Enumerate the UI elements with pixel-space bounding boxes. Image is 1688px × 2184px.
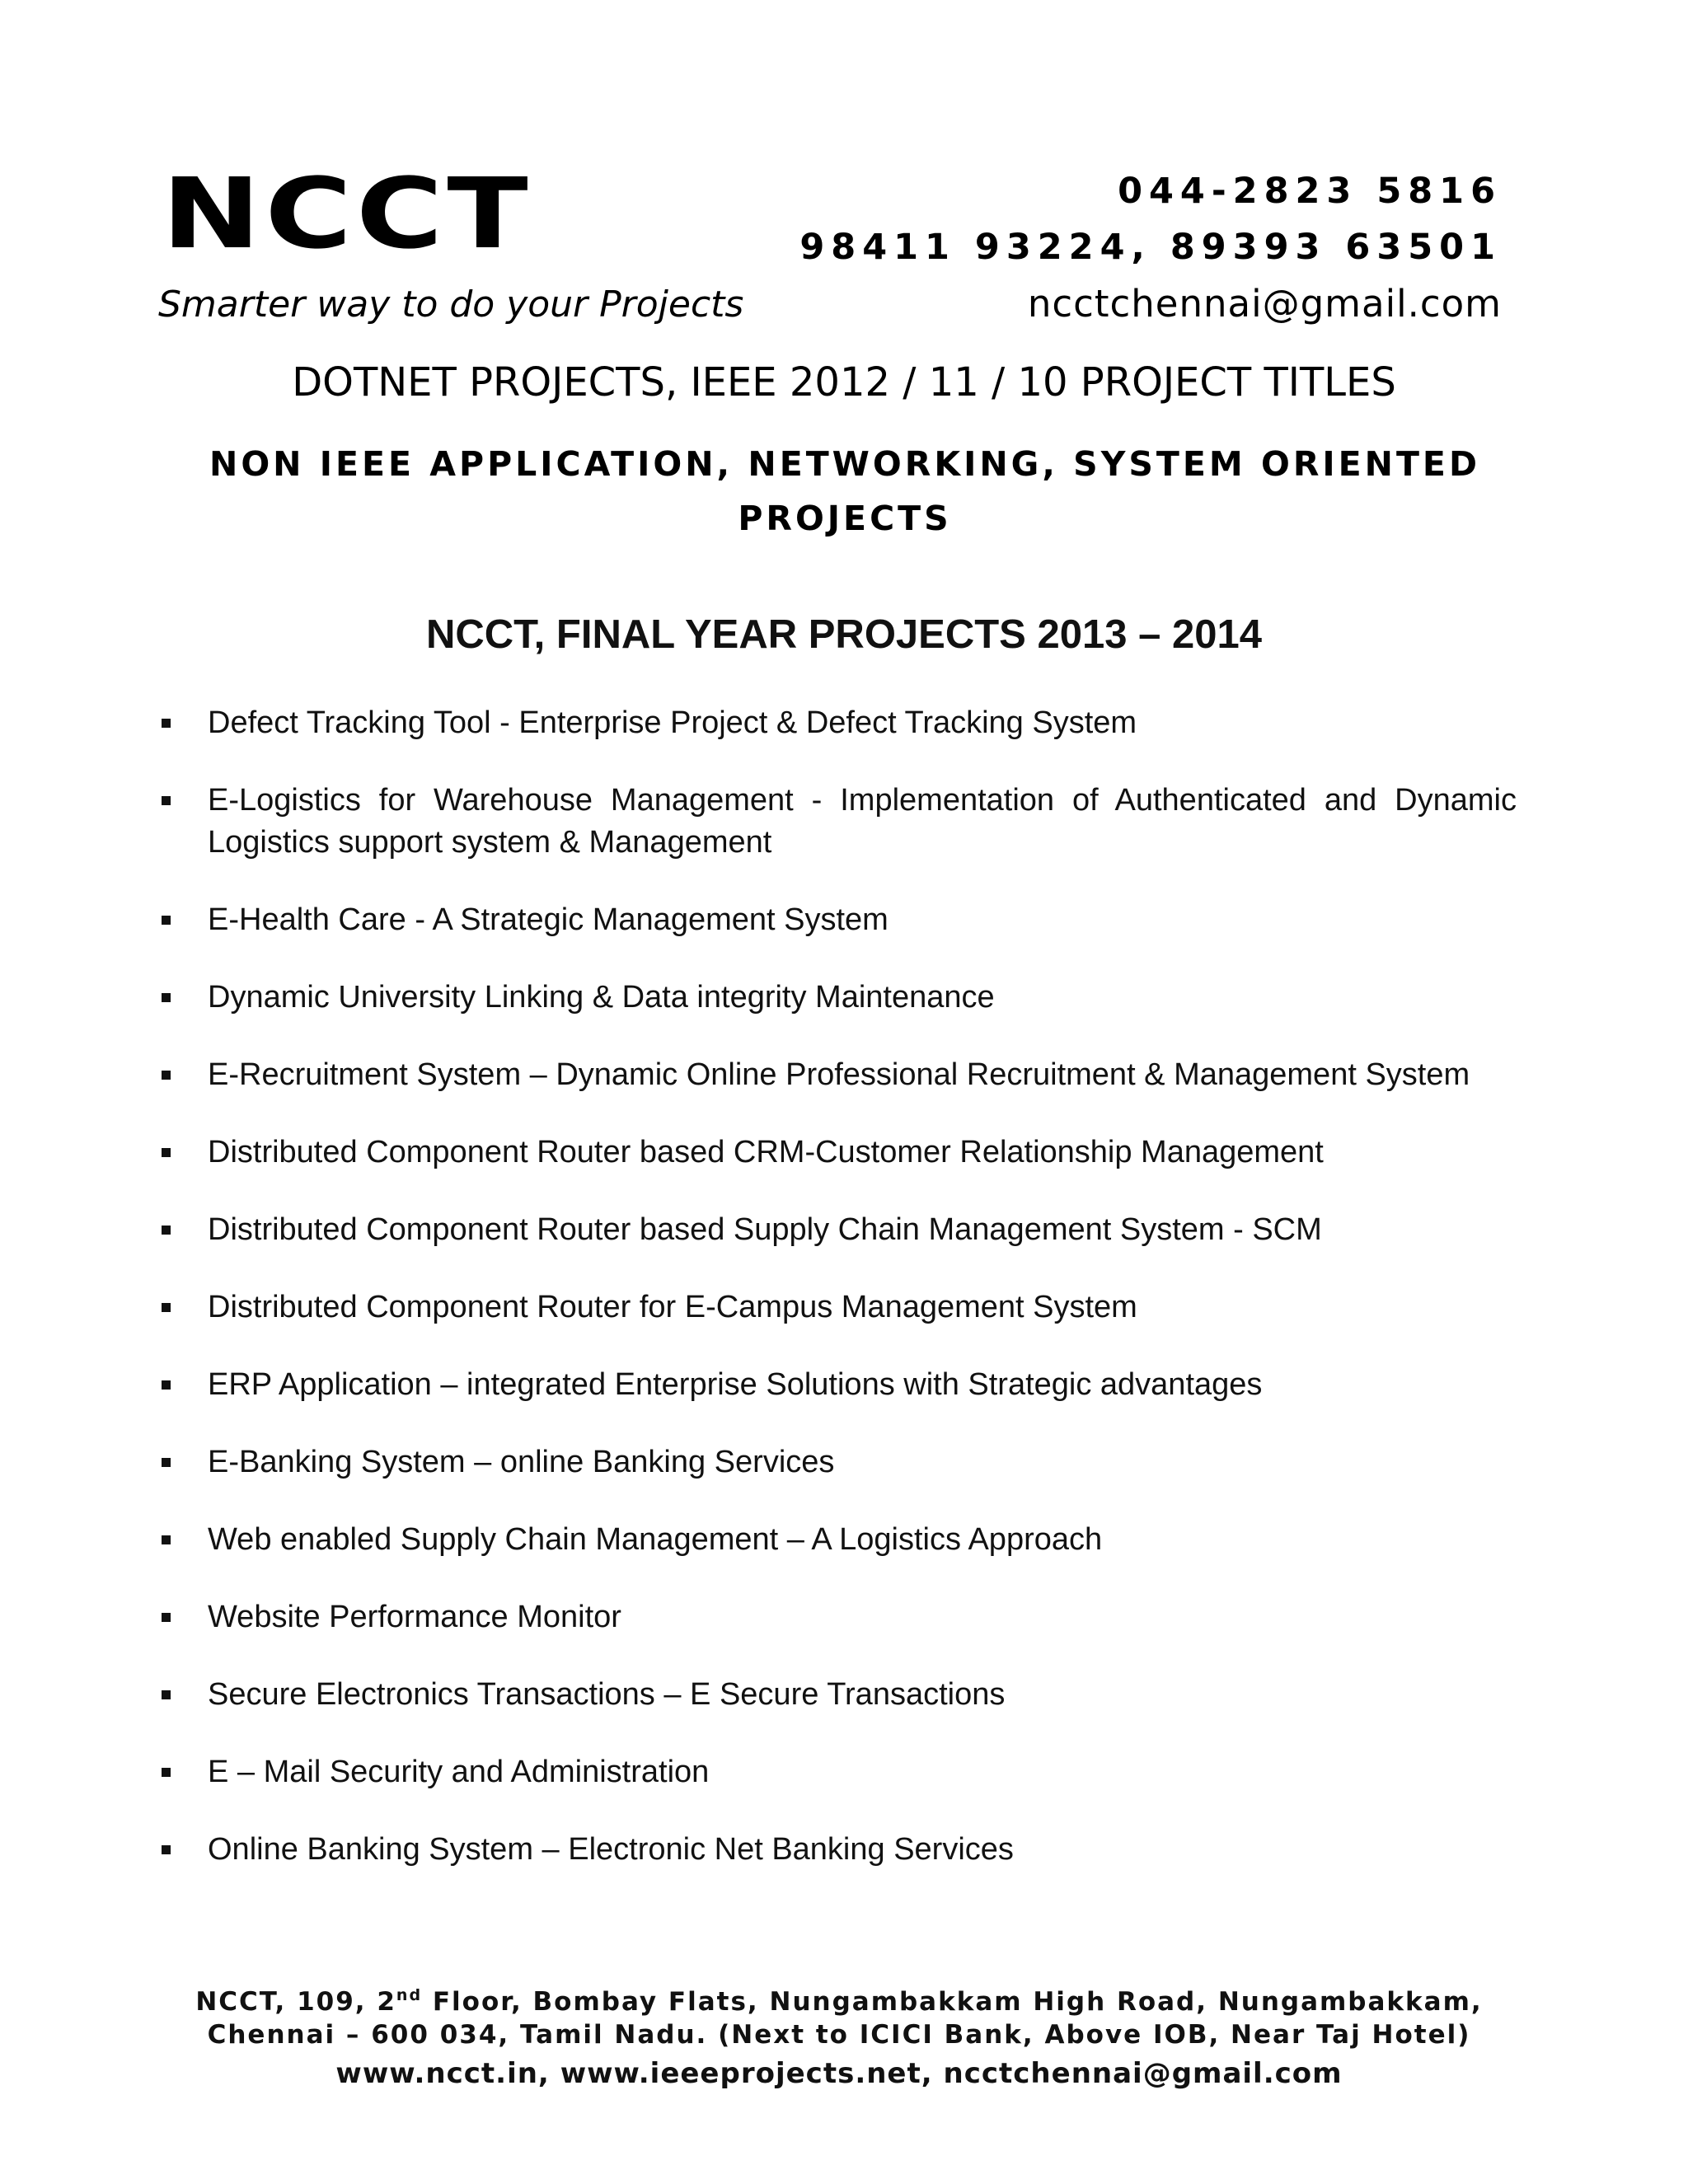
project-item xyxy=(162,1674,1517,1716)
project-item xyxy=(162,1286,1517,1329)
project-title: Online Banking System – Electronic Net Banking Services xyxy=(208,1832,1014,1867)
heading-final-year: NCCT, FINAL YEAR PROJECTS 2013 – 2014 xyxy=(426,612,1262,657)
project-item xyxy=(162,1751,1517,1793)
square-bullet-icon xyxy=(162,916,171,925)
square-bullet-icon xyxy=(162,1303,171,1312)
project-item xyxy=(162,977,1517,1019)
project-item xyxy=(162,1209,1517,1251)
project-title: Website Performance Monitor xyxy=(208,1600,621,1634)
project-title: Web enabled Supply Chain Management – A Logistics Approach xyxy=(208,1522,1103,1557)
project-item xyxy=(162,1054,1517,1096)
project-title: E – Mail Security and Administration xyxy=(208,1755,710,1789)
project-title: Distributed Component Router based CRM-Customer Relationship Management xyxy=(208,1135,1324,1169)
project-title: Defect Tracking Tool - Enterprise Project & Defect Tracking System xyxy=(208,705,1137,740)
project-title: Secure Electronics Transactions – E Secure Transactions xyxy=(208,1677,1006,1712)
footer-address xyxy=(162,1985,1517,2051)
address-rest: Floor, Bombay Flats, Nungambakkam High Road, Nungambakkam, Chennai – 600 034, Tamil Nadu. (Next to ICICI Bank, Above IOB, Near Taj Hotel) xyxy=(207,1987,1483,2050)
project-item xyxy=(162,1829,1517,1871)
project-item xyxy=(162,780,1517,864)
address-prefix: NCCT, 109, 2 xyxy=(195,1987,396,2017)
project-title: E-Recruitment System – Dynamic Online Professional Recruitment & Management System xyxy=(208,1057,1470,1092)
square-bullet-icon xyxy=(162,993,171,1002)
project-item xyxy=(162,1519,1517,1561)
phone-mobile: 98411 93224, 89393 63501 xyxy=(799,227,1502,268)
contact-email: ncctchennai@gmail.com xyxy=(1027,282,1502,326)
square-bullet-icon xyxy=(162,1768,171,1777)
project-item xyxy=(162,1132,1517,1174)
project-item xyxy=(162,899,1517,941)
square-bullet-icon xyxy=(162,1071,171,1080)
project-title: Distributed Component Router for E-Campus Management System xyxy=(208,1290,1137,1324)
project-title: E-Logistics for Warehouse Management - Implementation of Authenticated and Dynamic Logistics support system & Management xyxy=(208,783,1517,860)
phone-primary: 044-2823 5816 xyxy=(1118,171,1502,212)
project-title: Dynamic University Linking & Data integrity Maintenance xyxy=(208,980,995,1015)
square-bullet-icon xyxy=(162,1458,171,1467)
square-bullet-icon xyxy=(162,1690,171,1699)
footer-websites: www.ncct.in, www.ieeeprojects.net, ncctchennai@gmail.com xyxy=(335,2057,1343,2090)
square-bullet-icon xyxy=(162,1226,171,1235)
heading-non-ieee: NON IEEE APPLICATION, NETWORKING, SYSTEM ORIENTED PROJECTS xyxy=(209,444,1480,538)
project-title: E-Banking System – online Banking Services xyxy=(208,1445,835,1479)
project-title: Distributed Component Router based Supply Chain Management System - SCM xyxy=(208,1212,1322,1247)
square-bullet-icon xyxy=(162,1148,171,1157)
heading-dotnet-projects: DOTNET PROJECTS, IEEE 2012 / 11 / 10 PROJECT TITLES xyxy=(292,359,1396,405)
address-ordinal: nd xyxy=(396,1986,423,2004)
project-item xyxy=(162,1441,1517,1483)
project-title: ERP Application – integrated Enterprise Solutions with Strategic advantages xyxy=(208,1367,1263,1402)
project-item xyxy=(162,1596,1517,1638)
project-title: E-Health Care - A Strategic Management System xyxy=(208,902,889,937)
square-bullet-icon xyxy=(162,1613,171,1622)
square-bullet-icon xyxy=(162,796,171,805)
project-item xyxy=(162,702,1517,744)
project-item xyxy=(162,1364,1517,1406)
square-bullet-icon xyxy=(162,1845,171,1854)
footer xyxy=(162,1985,1517,2094)
square-bullet-icon xyxy=(162,719,171,728)
ncct-logo: NCCT xyxy=(162,157,532,270)
tagline: Smarter way to do your Projects xyxy=(158,284,744,326)
square-bullet-icon xyxy=(162,1380,171,1390)
square-bullet-icon xyxy=(162,1535,171,1544)
project-list xyxy=(162,702,1517,1906)
contact-block xyxy=(799,163,1502,333)
